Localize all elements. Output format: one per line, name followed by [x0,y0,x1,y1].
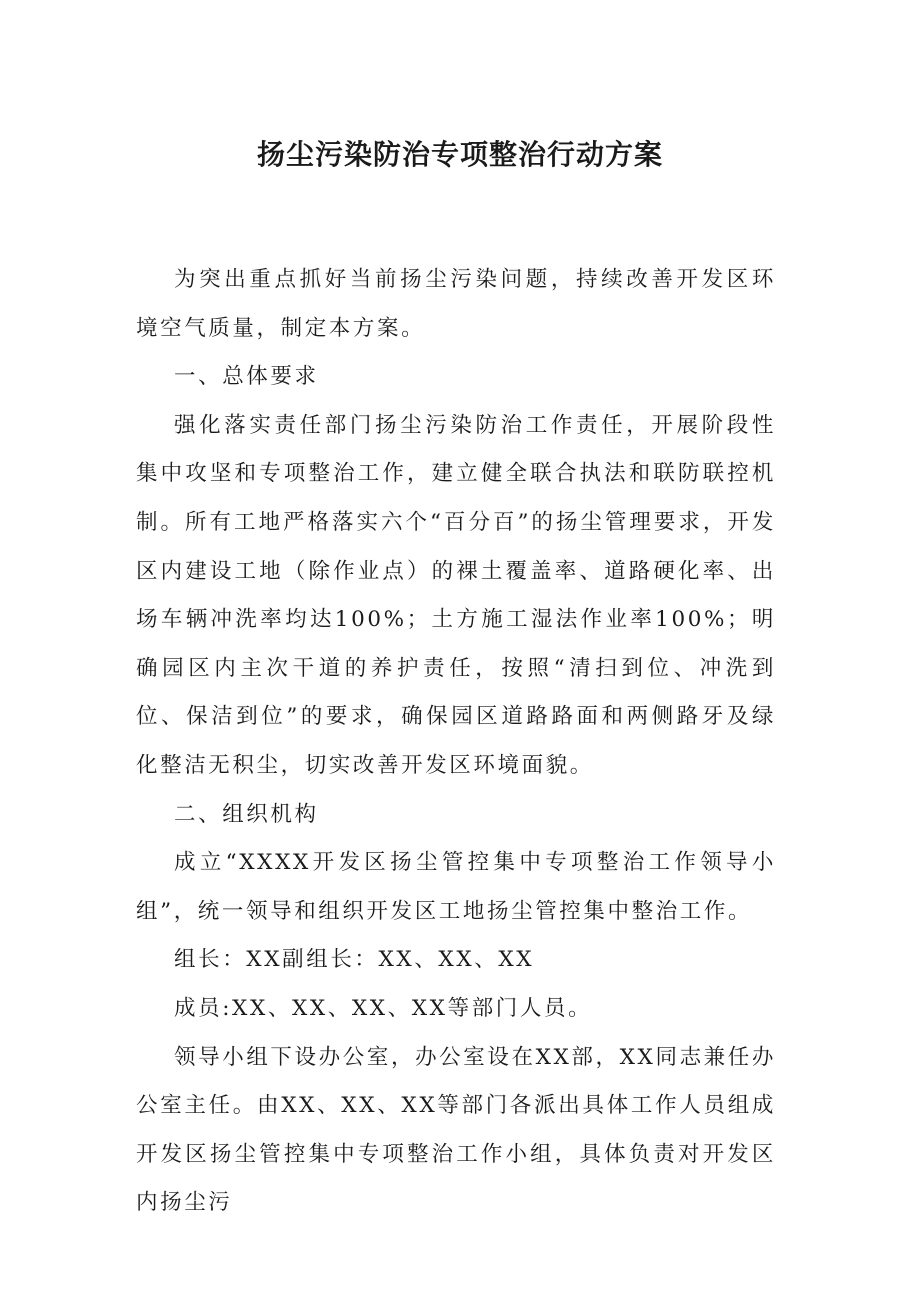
intro-paragraph: 为突出重点抓好当前扬尘污染问题，持续改善开发区环境空气质量，制定本方案。 [136,267,776,341]
section-heading-general-requirements: 一、总体要求 [174,364,319,390]
document-body [136,256,776,1228]
requirements-paragraph: 强化落实责任部门扬尘污染防治工作责任，开展阶段性集中攻坚和专项整治工作，建立健全联合执法和联防联控机制。所有工地严格落实六个“百分百”的扬尘管理要求，开发区内建设工地（除作业点）的裸土覆盖率、道路硬化率、出场车辆冲洗率均达100%；土方施工湿法作业率100%；明确园区内主次干道的养护责任，按照“清扫到位、冲洗到位、保洁到位”的要求，确保园区道路路面和两侧路牙及绿化整洁无积尘，切实改善开发区环境面貌。 [136,412,776,778]
organization-paragraph: 成立“XXXX开发区扬尘管控集中专项整治工作领导小组”，统一领导和组织开发区工地扬尘管控集中整治工作。 [136,850,776,924]
leader-line: 组长：XX副组长：XX、XX、XX [174,947,535,973]
section-heading-organization: 二、组织机构 [174,801,319,827]
office-paragraph: 领导小组下设办公室，办公室设在XX部，XX同志兼任办公室主任。由XX、XX、XX等部门各派出具体工作人员组成开发区扬尘管控集中专项整治工作小组，具体负责对开发区内扬尘污 [136,1044,776,1216]
document-title: 扬尘污染防治专项整治行动方案 [256,138,663,171]
members-line: 成员:XX、XX、XX、XX等部门人员。 [174,995,593,1021]
